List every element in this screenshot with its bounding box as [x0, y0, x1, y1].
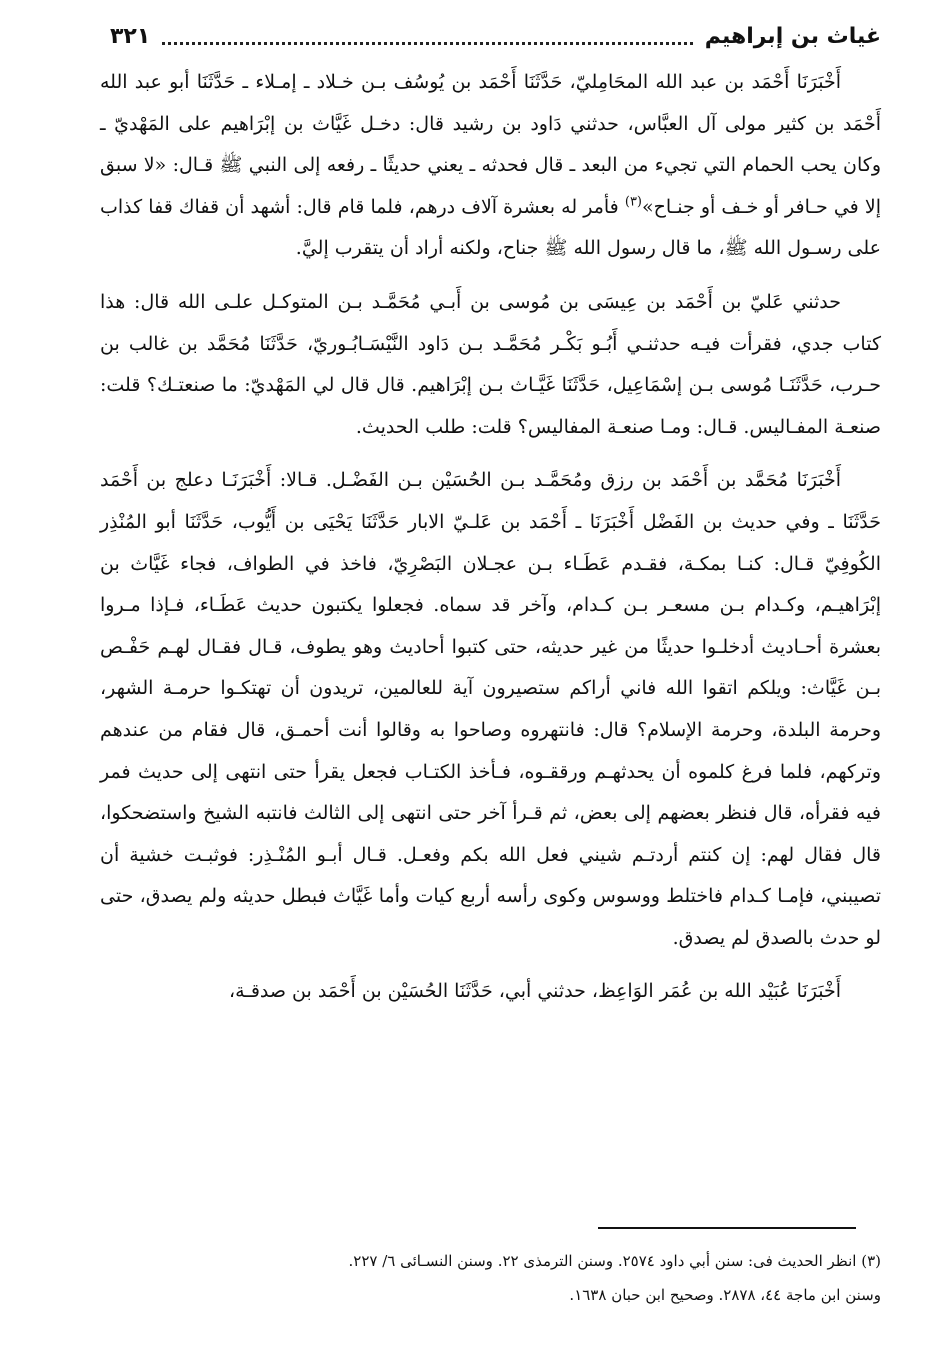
page-number: ٣٢١: [110, 23, 151, 49]
footnote-line-1: (٣) انظر الحديث فى: سنن أبي داود ٢٥٧٤. وسنن الترمذى ٢٢. وسنن النسـائى ٦/ ٢٢٧.: [348, 1252, 881, 1270]
paragraph-1: [100, 62, 881, 270]
paragraph-2: حدثني عَليّ بن أَحْمَد بن عِيسَى بن مُوسى بن أَبـي مُحَمَّـد بـن المتوكـل علـى الله قال: هذا كتاب جدي، فقرأت فيـه حدثنـي أَبُـو بَكْـر مُحَمَّـد بـن دَاود النَّيْسَـابُـوريّ، حَدَّثَنَا مُحَمَّد بن غالب بن حـرب، حَدَّثَنَـا مُوسى بـن إسْمَاعِيل، حَدَّثَنَا غَيَّـاث بـن إبْرَاهيم. قال قال لي المَهْديّ: ما صنعتـك؟ قلت: صنعـة المفـاليس. قـال: ومـا صنعـة المفاليس؟ قلت: طلب الحديث.: [100, 290, 881, 438]
paragraph-1-text-after: فأمر له بعشرة آلاف درهم، فلما قام قال: أشهد أن قفاك قفا كذاب على رسـول الله ﷺ، ما قال رسول الله ﷺ جناح، ولكنه أراد أن يتقرب إليَّ.: [100, 195, 881, 260]
footnote-separator: [598, 1227, 856, 1229]
running-head-title: غياث بن إبراهيم: [704, 23, 881, 49]
paragraph-4: أَخْبَرَنَا عُبَيْد الله بن عُمَر الوَاعِظ، حدثني أبي، حَدَّثَنَا الحُسَيْن بن أَحْمَد بن صدقـة،: [228, 980, 841, 1003]
footnote: [100, 1244, 881, 1312]
paragraph-3: أَخْبَرَنَا مُحَمَّد بن أَحْمَد بن رزق ومُحَمَّـد بـن الحُسَيْن بـن الفَضْـل. قـالا: أَخْبَرَنَـا دعلج بن أَحْمَد حَدَّثَنَا ـ وفي حديث بن الفَضْل أَخْبَرَنَا ـ أَحْمَد بن عَلـيّ الابار حَدَّثَنَا يَحْيَى بن أَيُّوب، حَدَّثَنَا أبو المُنْذِر الكُوفِيّ قـال: كنـا بمكـة، فقـدم عَطَـاء بـن عجـلان البَصْرِيّ، فاخذ في الطواف، فجاء غَيَّاث بن إبْرَاهيـم، وكـدام بـن مسعـر بـن كـدام، وآخر قد سماه. فجعلوا يكتبون حديث عَطَـاء، فـإذا مـروا بعشرة أحـاديث أدخلـوا حديثًا من غير حديثه، حتى كتبوا أحاديث وهو يطوف، قـال فقـال لهـم حَفْـص بـن غَيَّاث: ويلكم اتقوا الله فاني أراكم ستصيرون آية للعالمين، تريدون أن تهتكـوا حرمـة الشهر، وحرمة البلدة، وحرمة الإسلام؟ قال: فانتهروه وصاحوا به وقالوا أنت أحمـق، قال فقام من عندهم وتركهم، فلما فرغ كلموه أن يحدثهـم ورققـوه، فـأخذ الكتـاب فجعل يقرأ حتى انتهى إلى حديث فمر فيه فقرأه، قال فنظر بعضهم إلى بعض، ثم قـرأ آخر حتى انتهى إلى الثالث فانتبه الشيخ واستضحكوا، قال فقال لهم: إن كنتم أردتـم شيني فعل الله بكم وفعـل. قـال أبـو المُنْـذِر: فوثبـت خشية أن تصيبني، فإمـا كـدام فاختلط ووسوس وكوى رأسه أربع كيات وأما غَيَّاث فبطل حديثه ولم يصدق، حتى لو حدث بالصدق لم يصدق.: [100, 469, 881, 949]
main-text: [100, 62, 881, 1025]
running-head: [110, 14, 881, 58]
paragraph-1-text: أَخْبَرَنَا أَحْمَد بن عبد الله المحَامِليّ، حَدَّثَنَا أَحْمَد بن يُوسُف بـن خـلاد ـ إمـلاء ـ حَدَّثَنَا أبو عبد الله أَحْمَد بن كثير مولى آل العبَّاس، حدثني دَاود بن رشيد قال: دخـل غَيَّاث بن إبْرَاهيم على المَهْديّ ـ وكان يحب الحمام التي تجيء من البعد ـ قال فحدثه ـ يعني حديثًا ـ رفعه إلى النبي ﷺ قـال: «لا سبق إلا في حـافر أو خـف أو جنـاح»: [100, 71, 881, 218]
leader-dots: [162, 28, 692, 45]
footnote-line-2: وسنن ابن ماجة ٤٤، ٢٨٧٨. وصحيح ابن حبان ١٦٣٨.: [569, 1286, 881, 1304]
footnote-reference[interactable]: (٣): [624, 194, 642, 210]
